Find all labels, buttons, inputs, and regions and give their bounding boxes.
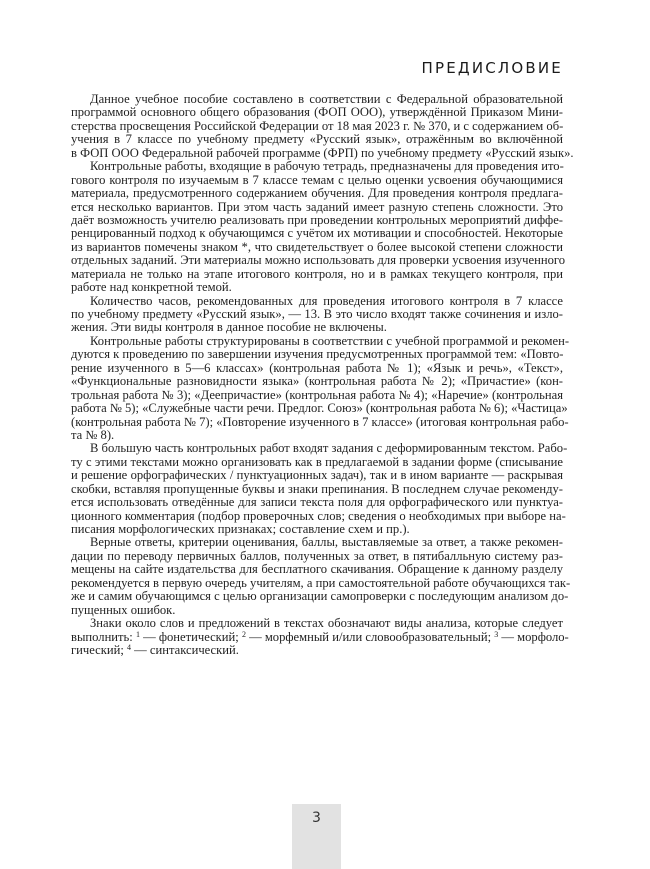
text-line: даёт возможность учителю реализовать при проведении контрольных мероприятий диффе- (71, 212, 563, 227)
paragraph-1 (71, 92, 574, 160)
footnote-mark: 3 (494, 629, 499, 639)
text-line: материала, предусмотренного содержанием обучения. Для проведения контроля предлага- (71, 186, 563, 201)
page-number: 3 (312, 810, 321, 826)
text-line: и решение орфографических / пунктуационных задач), так и в ином варианте — раскрывая (71, 468, 563, 483)
text-line (71, 644, 563, 657)
text-line (71, 629, 569, 644)
text-line: работа № 5); «Служебные части речи. Предлог. Союз» (контрольная работа № 6); «Частица» (71, 401, 568, 416)
text-segment: — синтаксический. (130, 642, 239, 657)
text-line: «Функциональные разновидности языка» (контрольная работа № 2); «Причастие» (кон- (71, 374, 563, 389)
text-line: жения. Эти виды контроля в данное пособие не включены. (71, 320, 387, 335)
paragraph-3 (71, 295, 563, 335)
text-line: ту с этими текстами можно организовать как в предлагаемой в задании форме (списывание (71, 454, 563, 469)
text-line: Верные ответы, критерии оценивания, баллы, выставляемые за ответ, а также рекомен- (90, 535, 563, 550)
text-line: рение изученного в 5—6 классах» (контрольная работа № 1); «Язык и речь», «Текст», (71, 360, 563, 375)
text-line: ренцированный подход к обучающимся с учётом их мотивации и способностей. Некоторые (71, 226, 563, 241)
text-line: Данное учебное пособие составлено в соответствии с Федеральной образовательной (90, 92, 563, 106)
text-line: ется несколько вариантов. При этом часть заданий имеет разную степень сложности. Это (71, 199, 563, 214)
text-line: рекомендуется в первую очередь учителям, а при самостоятельной работе обучающихся так- (71, 575, 571, 590)
text-line: ется использовать отведённые для записи текста поля для орфографического или пунктуа- (71, 495, 563, 510)
text-line: мещены на сайте издательства для бесплатного скачивания. Обращение к данному разделу (71, 562, 563, 577)
text-line: Количество часов, рекомендованных для проведения итогового контроля в 7 классе (90, 293, 563, 308)
paragraph-4 (71, 333, 570, 443)
text-line: дации по переводу первичных баллов, полученных за ответ, в пятибалльную систему раз- (71, 548, 563, 563)
text-line: Контрольные работы структурированы в соответствии с учебной программой и рекомен- (90, 333, 570, 348)
text-line: работе над конкретной темой. (71, 280, 232, 295)
text-line: учения в 7 классе по учебному предмету «Русский язык», отражённым во включённой (71, 132, 563, 147)
text-line: материала не только на этапе итогового контроля, но и в рамках текущего контроля, при (71, 266, 563, 281)
text-line: программой основного общего образования (ФОП ООО), утверждённой Приказом Мини- (71, 105, 563, 120)
text-line: стерства просвещения Российской Федерации от 18 мая 2023 г. № 370, и с содержанием об- (71, 118, 564, 133)
text-line: писания морфологических признаках; составление схем и пр.). (71, 522, 410, 536)
footnote-mark: 4 (126, 642, 131, 652)
text-line: в ФОП ООО Федеральной рабочей программе (ФРП) по учебному предмету «Русский язык». (71, 145, 574, 160)
text-line: по учебному предмету «Русский язык», — 13. В это число входят также сочинения и изло- (71, 307, 563, 321)
text-line: та № 8). (71, 427, 115, 442)
text-line: же и самим обучающимся с целью организации самопроверки с последующим анализом до- (71, 589, 569, 604)
page-number-box (292, 804, 341, 869)
footnote-mark: 2 (241, 629, 246, 639)
text-line: скобки, вставляя пропущенные буквы и знаки препинания. В последнем случае рекоменду- (71, 481, 563, 496)
text-line: пущенных ошибок. (71, 602, 176, 617)
paragraph-2 (71, 159, 566, 295)
footnote-mark: 1 (135, 629, 140, 639)
text-segment: — морфемный и/или словообразовательный; (245, 629, 495, 644)
text-segment: выполнить: (71, 629, 136, 644)
text-line: В большую часть контрольных работ входят задания с деформированным текстом. Рабо- (90, 441, 568, 456)
text-line: ционного комментария (подбор проверочных слов; сведения о необходимых при выборе на- (71, 508, 566, 523)
text-line: из вариантов помечены знаком *, что свидетельствует о более высокой степени сложности (71, 239, 563, 254)
text-line: дуются к проведению по завершении изучения предусмотренных программой тем: «Повто- (71, 347, 564, 362)
text-line: трольная работа № 3); «Деепричастие» (контрольная работа № 4); «Наречие» (контрольная (71, 387, 563, 402)
paragraph-6 (71, 535, 571, 617)
preface-body (71, 92, 574, 657)
text-segment: — фонетический; (139, 629, 242, 644)
text-line: Контрольные работы, входящие в рабочую тетрадь, предназначены для проведения ито- (90, 159, 564, 174)
text-line: отдельных заданий. Эти материалы можно использовать для проверки усвоения изученного (71, 253, 566, 268)
text-line: Знаки около слов и предложений в текстах обозначают виды анализа, которые следует (90, 616, 563, 631)
page-heading: ПРЕДИСЛОВИЕ (421, 59, 563, 77)
paragraph-5 (71, 441, 568, 536)
paragraph-7 (71, 616, 569, 657)
text-line: гового контроля по изучаемым в 7 классе темам с целью оценки усвоения обучающимися (71, 172, 563, 187)
text-segment: — морфоло- (498, 629, 569, 644)
text-segment: гический; (71, 642, 127, 657)
text-line: (контрольная работа № 7); «Повторение изученного в 7 классе» (итоговая контрольная рабо- (71, 414, 569, 429)
